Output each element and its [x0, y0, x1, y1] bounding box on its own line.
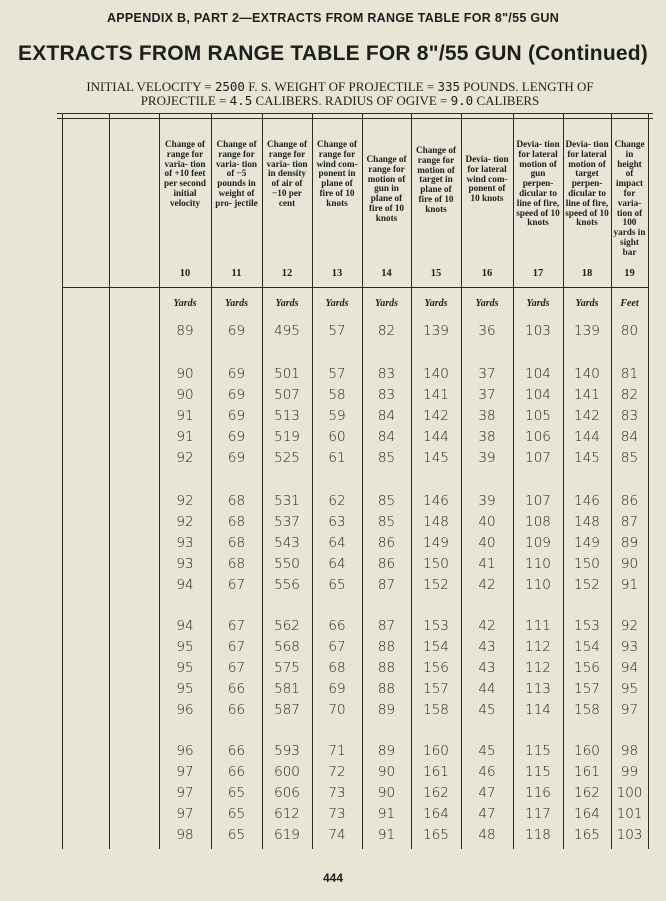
table-cell: 109: [525, 535, 551, 551]
param-text: PROJECTILE =: [140, 93, 230, 108]
table-cell: 69: [227, 408, 246, 424]
page-number: 444: [322, 871, 344, 885]
table-cell: 111: [525, 618, 551, 634]
table-cell: 45: [478, 702, 496, 718]
table-cell: 107: [525, 450, 551, 466]
table-cell: 38: [478, 408, 496, 424]
table-cell: 145: [423, 450, 449, 466]
table-cell: 42: [478, 577, 496, 593]
table-cell: 37: [478, 366, 496, 382]
table-cell: 116: [525, 785, 551, 801]
table-cell: 91: [176, 408, 194, 424]
running-head: APPENDIX B, PART 2—EXTRACTS FROM RANGE TABLE FOR 8"/55 GUN: [106, 11, 560, 25]
param-text: CALIBERS. RADIUS OF OGIVE =: [252, 93, 451, 108]
table-cell: 501: [274, 366, 300, 382]
table-cell: 108: [525, 514, 551, 530]
table-cell: 41: [478, 556, 496, 572]
table-cell: 156: [574, 660, 600, 676]
table-cell: 581: [274, 681, 300, 697]
table-cell: 37: [478, 387, 496, 403]
table-cell: 44: [478, 681, 496, 697]
column-header: Devia- tion for lateral wind com- ponent of 10 knots: [465, 154, 509, 204]
table-cell: 91: [377, 827, 396, 843]
table-cell: 161: [574, 764, 600, 780]
param-text: POUNDS. LENGTH OF: [460, 79, 594, 94]
table-cell: 90: [377, 785, 396, 801]
table-cell: 118: [525, 827, 551, 843]
table-cell: 39: [478, 493, 496, 509]
column-header: Change of range for varia- tion of +10 feet per second initial velocity: [164, 139, 206, 208]
table-cell: 507: [274, 387, 300, 403]
table-cell: 158: [423, 702, 449, 718]
table-cell: 89: [176, 323, 194, 339]
table-cell: 80: [620, 323, 639, 339]
table-cell: 600: [274, 764, 300, 780]
param-text: F. S. WEIGHT OF PROJECTILE =: [244, 79, 438, 94]
table-cell: 101: [616, 806, 643, 822]
table-cell: 117: [525, 806, 551, 822]
column-unit: Yards: [375, 298, 398, 309]
initial-velocity-value: 2500: [214, 79, 245, 94]
page-title: EXTRACTS FROM RANGE TABLE FOR 8"/55 GUN (Continued): [18, 42, 648, 65]
table-cell: 40: [478, 535, 496, 551]
table-cell: 606: [274, 785, 300, 801]
table-cell: 65: [328, 577, 346, 593]
table-cell: 575: [274, 660, 300, 676]
table-cell: 162: [423, 785, 449, 801]
table-cell: 90: [176, 387, 194, 403]
table-cell: 90: [176, 366, 194, 382]
table-cell: 495: [274, 323, 300, 339]
table-cell: 70: [328, 702, 346, 718]
table-cell: 71: [328, 743, 346, 759]
table-cell: 96: [176, 702, 194, 718]
table-cell: 67: [227, 639, 246, 655]
column-header: Change in height of impact for varia- tion of 100 yards in sight bar: [613, 139, 646, 257]
column-rule: [513, 113, 514, 849]
table-cell: 93: [176, 556, 194, 572]
table-cell: 97: [620, 702, 639, 718]
table-cell: 160: [423, 743, 449, 759]
table-cell: 65: [227, 806, 246, 822]
table-cell: 64: [328, 535, 346, 551]
table-cell: 47: [478, 806, 496, 822]
table-cell: 139: [423, 323, 449, 339]
table-cell: 62: [328, 493, 346, 509]
column-rule: [312, 113, 313, 849]
table-cell: 112: [525, 639, 551, 655]
table-cell: 66: [227, 702, 246, 718]
column-header: Change of range for motion of target in plane of fire of 10 knots: [415, 145, 457, 214]
ogive-radius-value: 9.0: [450, 93, 474, 108]
table-cell: 556: [274, 577, 300, 593]
table-cell: 63: [328, 514, 346, 530]
table-cell: 86: [620, 493, 639, 509]
column-unit: Yards: [424, 298, 448, 309]
table-cell: 84: [377, 408, 396, 424]
table-cell: 88: [377, 639, 396, 655]
table-cell: 83: [377, 387, 396, 403]
table-cell: 150: [574, 556, 600, 572]
column-rule: [62, 113, 63, 849]
table-cell: 58: [328, 387, 346, 403]
column-number: 16: [481, 268, 493, 279]
table-cell: 83: [620, 408, 639, 424]
table-cell: 104: [525, 366, 551, 382]
table-cell: 85: [377, 493, 396, 509]
column-unit: Yards: [526, 298, 550, 309]
table-cell: 81: [620, 366, 639, 382]
table-cell: 65: [227, 785, 246, 801]
table-cell: 65: [227, 827, 246, 843]
column-rule: [211, 113, 212, 849]
table-cell: 95: [176, 660, 194, 676]
table-cell: 83: [377, 366, 396, 382]
table-cell: 90: [377, 764, 396, 780]
table-cell: 149: [423, 535, 449, 551]
table-cell: 68: [227, 514, 246, 530]
column-rule: [262, 113, 263, 849]
table-cell: 141: [423, 387, 449, 403]
column-rule: [648, 113, 649, 849]
table-cell: 91: [620, 577, 639, 593]
table-cell: 57: [328, 366, 346, 382]
table-cell: 165: [423, 827, 449, 843]
table-cell: 95: [620, 681, 639, 697]
table-cell: 144: [574, 429, 600, 445]
table-cell: 87: [377, 577, 396, 593]
table-cell: 67: [227, 577, 246, 593]
column-rule: [611, 113, 612, 849]
table-cell: 40: [478, 514, 496, 530]
table-cell: 66: [328, 618, 346, 634]
column-rule: [563, 113, 564, 849]
table-cell: 96: [176, 743, 194, 759]
column-header: Devia- tion for lateral motion of target perpen- dicular to line of fire, speed of 10 knots: [565, 139, 609, 228]
column-rule: [362, 113, 363, 849]
table-cell: 140: [574, 366, 600, 382]
table-cell: 92: [620, 618, 639, 634]
table-cell: 144: [423, 429, 449, 445]
table-cell: 146: [574, 493, 600, 509]
table-cell: 142: [574, 408, 600, 424]
column-number: 12: [281, 268, 293, 279]
column-header: Change of range for varia- tion in density of air of −10 per cent: [266, 139, 308, 208]
table-cell: 139: [574, 323, 600, 339]
table-cell: 164: [574, 806, 600, 822]
table-cell: 84: [377, 429, 396, 445]
table-cell: 68: [328, 660, 346, 676]
column-number: 17: [532, 268, 544, 279]
table-cell: 42: [478, 618, 496, 634]
table-cell: 94: [176, 577, 194, 593]
table-cell: 69: [227, 387, 246, 403]
table-cell: 107: [525, 493, 551, 509]
projectile-weight-value: 335: [437, 79, 461, 94]
column-number: 13: [331, 268, 343, 279]
table-cell: 89: [377, 702, 396, 718]
column-header: Change of range for motion of gun in plane of fire of 10 knots: [366, 154, 407, 223]
table-cell: 153: [423, 618, 449, 634]
table-cell: 64: [328, 556, 346, 572]
table-cell: 68: [227, 556, 246, 572]
column-number: 19: [624, 268, 635, 279]
header-rule: [62, 287, 648, 288]
table-cell: 43: [478, 660, 496, 676]
table-cell: 61: [328, 450, 346, 466]
table-cell: 85: [377, 450, 396, 466]
table-cell: 89: [377, 743, 396, 759]
table-cell: 68: [227, 535, 246, 551]
table-cell: 525: [274, 450, 300, 466]
table-cell: 94: [176, 618, 194, 634]
table-cell: 66: [227, 743, 246, 759]
table-cell: 152: [574, 577, 600, 593]
table-cell: 69: [227, 450, 246, 466]
table-cell: 562: [274, 618, 300, 634]
table-cell: 160: [574, 743, 600, 759]
column-number: 15: [430, 268, 442, 279]
table-cell: 99: [620, 764, 639, 780]
table-cell: 72: [328, 764, 346, 780]
table-cell: 103: [525, 323, 551, 339]
table-cell: 92: [176, 450, 194, 466]
table-cell: 46: [478, 764, 496, 780]
table-cell: 568: [274, 639, 300, 655]
table-cell: 152: [423, 577, 449, 593]
table-cell: 154: [423, 639, 449, 655]
table-cell: 157: [423, 681, 449, 697]
table-cell: 66: [227, 764, 246, 780]
table-cell: 69: [227, 323, 246, 339]
table-cell: 86: [377, 535, 396, 551]
table-cell: 67: [328, 639, 346, 655]
table-cell: 141: [574, 387, 600, 403]
table-cell: 149: [574, 535, 600, 551]
column-number: 18: [581, 268, 593, 279]
table-cell: 100: [616, 785, 643, 801]
table-cell: 60: [328, 429, 346, 445]
table-cell: 74: [328, 827, 346, 843]
table-cell: 38: [478, 429, 496, 445]
table-cell: 88: [377, 681, 396, 697]
table-cell: 94: [620, 660, 639, 676]
table-cell: 543: [274, 535, 300, 551]
table-cell: 97: [176, 806, 194, 822]
table-cell: 84: [620, 429, 639, 445]
table-cell: 93: [620, 639, 639, 655]
table-cell: 82: [620, 387, 639, 403]
table-cell: 537: [274, 514, 300, 530]
table-cell: 110: [525, 577, 551, 593]
table-cell: 66: [227, 681, 246, 697]
table-cell: 69: [227, 366, 246, 382]
column-rule: [109, 113, 110, 849]
table-cell: 43: [478, 639, 496, 655]
table-cell: 619: [274, 827, 300, 843]
table-cell: 59: [328, 408, 346, 424]
table-cell: 587: [274, 702, 300, 718]
table-cell: 165: [574, 827, 600, 843]
table-cell: 154: [574, 639, 600, 655]
table-cell: 95: [176, 681, 194, 697]
table-cell: 88: [377, 660, 396, 676]
table-cell: 45: [478, 743, 496, 759]
table-cell: 73: [328, 806, 346, 822]
table-cell: 112: [525, 660, 551, 676]
param-text: INITIAL VELOCITY =: [86, 79, 215, 94]
table-cell: 153: [574, 618, 600, 634]
table-cell: 91: [176, 429, 194, 445]
table-cell: 95: [176, 639, 194, 655]
column-rule: [159, 113, 160, 849]
table-cell: 87: [377, 618, 396, 634]
table-cell: 68: [227, 493, 246, 509]
table-cell: 97: [176, 785, 194, 801]
table-cell: 142: [423, 408, 449, 424]
table-cell: 57: [328, 323, 346, 339]
table-cell: 519: [274, 429, 300, 445]
table-cell: 36: [478, 323, 496, 339]
table-cell: 92: [176, 514, 194, 530]
table-cell: 92: [176, 493, 194, 509]
column-header: Change of range for varia- tion of −5 pounds in weight of pro- jectile: [215, 139, 258, 208]
column-unit: Yards: [173, 298, 197, 309]
column-header: Change of range for wind com- ponent in plane of fire of 10 knots: [316, 139, 358, 208]
table-cell: 39: [478, 450, 496, 466]
table-cell: 148: [423, 514, 449, 530]
table-cell: 110: [525, 556, 551, 572]
table-cell: 87: [620, 514, 639, 530]
projectile-length-value: 4.5: [229, 93, 253, 108]
table-cell: 69: [227, 429, 246, 445]
table-cell: 97: [176, 764, 194, 780]
table-cell: 150: [423, 556, 449, 572]
table-cell: 140: [423, 366, 449, 382]
table-cell: 156: [423, 660, 449, 676]
table-cell: 67: [227, 660, 246, 676]
table-cell: 513: [274, 408, 300, 424]
column-number: 10: [179, 268, 191, 279]
table-cell: 104: [525, 387, 551, 403]
table-cell: 164: [423, 806, 449, 822]
table-cell: 90: [620, 556, 639, 572]
column-unit: Yards: [325, 298, 349, 309]
table-cell: 91: [377, 806, 396, 822]
table-cell: 113: [525, 681, 551, 697]
column-rule: [411, 113, 412, 849]
table-cell: 114: [525, 702, 551, 718]
column-unit: Yards: [225, 298, 248, 309]
column-unit: Yards: [475, 298, 499, 309]
table-cell: 67: [227, 618, 246, 634]
column-header: Devia- tion for lateral motion of gun perpen- dicular to line of fire, speed of 10 knots: [516, 139, 560, 228]
table-cell: 93: [176, 535, 194, 551]
column-number: 11: [231, 268, 242, 279]
table-cell: 115: [525, 743, 551, 759]
table-cell: 86: [377, 556, 396, 572]
column-unit: Feet: [620, 298, 639, 309]
param-text: CALIBERS: [473, 93, 540, 108]
table-cell: 85: [620, 450, 639, 466]
projectile-parameters: [40, 80, 640, 108]
column-number: 14: [381, 268, 392, 279]
table-cell: 82: [377, 323, 396, 339]
table-cell: 162: [574, 785, 600, 801]
column-unit: Yards: [575, 298, 599, 309]
table-cell: 593: [274, 743, 300, 759]
column-unit: Yards: [275, 298, 299, 309]
table-cell: 73: [328, 785, 346, 801]
table-cell: 85: [377, 514, 396, 530]
table-cell: 550: [274, 556, 300, 572]
table-cell: 146: [423, 493, 449, 509]
table-cell: 158: [574, 702, 600, 718]
table-cell: 98: [176, 827, 194, 843]
table-cell: 103: [616, 827, 643, 843]
table-cell: 98: [620, 743, 639, 759]
table-cell: 106: [525, 429, 551, 445]
column-rule: [461, 113, 462, 849]
table-cell: 105: [525, 408, 551, 424]
table-cell: 47: [478, 785, 496, 801]
table-cell: 531: [274, 493, 300, 509]
table-cell: 69: [328, 681, 346, 697]
table-cell: 161: [423, 764, 449, 780]
table-cell: 157: [574, 681, 600, 697]
table-cell: 89: [620, 535, 639, 551]
table-cell: 145: [574, 450, 600, 466]
table-cell: 48: [478, 827, 496, 843]
table-cell: 115: [525, 764, 551, 780]
table-cell: 612: [274, 806, 300, 822]
table-cell: 148: [574, 514, 600, 530]
